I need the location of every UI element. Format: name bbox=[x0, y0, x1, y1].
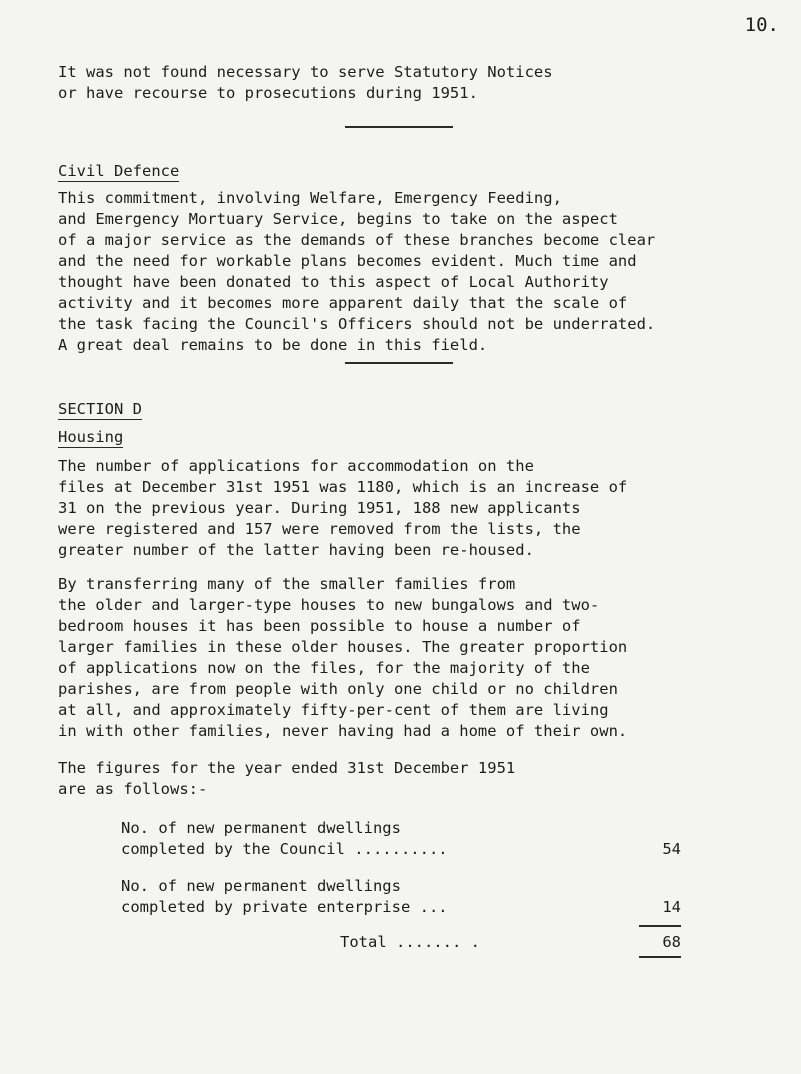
section-d-heading: SECTION D bbox=[58, 400, 142, 418]
divider-1 bbox=[345, 126, 453, 128]
civil-defence-heading: Civil Defence bbox=[58, 162, 180, 180]
housing-paragraph-1 bbox=[58, 456, 778, 561]
total-label: Total ....... . bbox=[340, 933, 480, 951]
civil-defence-paragraph bbox=[58, 188, 778, 356]
figure-label-council: No. of new permanent dwellings completed by the Council .......... bbox=[121, 819, 448, 858]
housing-text-1: The number of applications for accommodation on the files at December 31st 1951 was 1180, which is an increase of 31 on the previous year. During 1951, 188 new applicants were registered and 157 were removed from the lists, the greater number of the latter having been re-housed. bbox=[58, 457, 628, 559]
figure-value-private: 14 bbox=[662, 898, 681, 916]
figure-value-council: 54 bbox=[662, 840, 681, 858]
total-row bbox=[340, 933, 681, 951]
total-value: 68 bbox=[662, 933, 681, 951]
total-rule-bottom bbox=[639, 956, 681, 958]
intro-paragraph bbox=[58, 62, 778, 104]
divider-2 bbox=[345, 362, 453, 364]
figure-label-private: No. of new permanent dwellings completed by private enterprise ... bbox=[121, 877, 448, 916]
intro-text: It was not found necessary to serve Statutory Notices or have recourse to prosecutions during 1951. bbox=[58, 63, 553, 102]
page-number: 10. bbox=[744, 14, 779, 36]
housing-paragraph-2 bbox=[58, 574, 778, 742]
civil-defence-text: This commitment, involving Welfare, Emergency Feeding, and Emergency Mortuary Service, begins to take on the aspect of a major service as the demands of these branches become clear and the need for workable plans becomes evident. Much time and thought have been donated to this aspect of Local Authority activity and it becomes more apparent daily that the scale of the task facing the Council's Officers should not be underrated. A great deal remains to be done in this field. bbox=[58, 189, 656, 354]
figure-row-council bbox=[121, 818, 681, 860]
figure-row-private bbox=[121, 876, 681, 918]
housing-paragraph-3 bbox=[58, 758, 778, 800]
housing-text-3: The figures for the year ended 31st December 1951 are as follows:- bbox=[58, 759, 516, 798]
total-rule-top bbox=[639, 925, 681, 927]
housing-subheading: Housing bbox=[58, 428, 124, 446]
housing-text-2: By transferring many of the smaller families from the older and larger-type houses to new bungalows and two- bedroom houses it has been possible to house a number of larger families in these older houses. The greater proportion of applications now on the files, for the majority of the parishes, are from people with only one child or no children at all, and approximately fifty-per-cent of them are living in with other families, never having had a home of their own. bbox=[58, 575, 628, 740]
